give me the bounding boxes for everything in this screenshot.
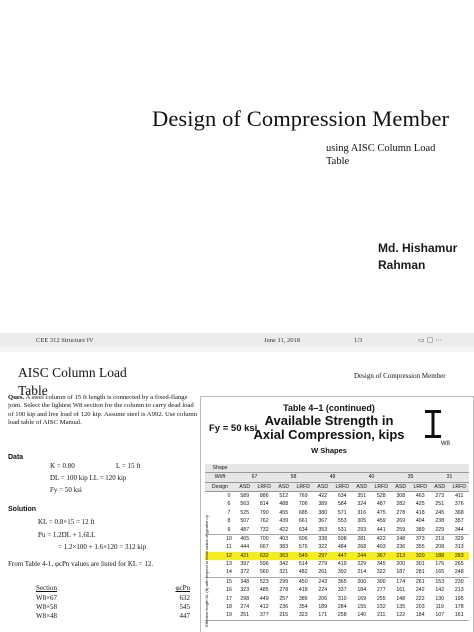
strength-value: 232	[376, 604, 386, 611]
strength-value: 422	[376, 535, 386, 542]
strength-value: 213	[396, 552, 406, 559]
strength-value: 475	[376, 509, 386, 516]
strength-value: 386	[298, 595, 308, 602]
weight-header: 58	[290, 474, 297, 481]
table-row	[205, 552, 469, 560]
table-subtitle: W Shapes	[311, 446, 347, 455]
table-row	[205, 501, 469, 509]
strength-value: 353	[318, 526, 328, 533]
strength-value: 449	[259, 595, 269, 602]
present-icon[interactable]: ▭	[418, 336, 427, 344]
row-label: Design	[211, 483, 229, 490]
strength-value: 367	[376, 552, 386, 559]
kl-value: 11	[226, 544, 232, 551]
strength-value: 523	[259, 578, 269, 585]
row-label: Shape	[212, 464, 228, 471]
more-icon[interactable]: ⋯	[435, 336, 445, 344]
strength-value: 403	[279, 535, 289, 542]
strength-value: 404	[415, 518, 425, 525]
table-row	[205, 560, 469, 568]
table-header	[10, 584, 192, 594]
strength-value: 397	[240, 561, 250, 568]
strength-value: 259	[396, 526, 406, 533]
side-label	[204, 515, 210, 625]
table-row	[205, 517, 469, 525]
strength-value: 277	[376, 587, 386, 594]
capacity-value: 447	[179, 612, 190, 620]
w-shape-icon	[423, 409, 443, 439]
table-row	[10, 612, 192, 621]
strength-value: 284	[337, 604, 347, 611]
footer-date: June 11, 2018	[264, 337, 301, 344]
strength-value: 200	[396, 561, 406, 568]
data-heading: Data	[8, 454, 24, 461]
strength-value: 368	[454, 509, 464, 516]
strength-value: 174	[396, 578, 406, 585]
strength-value: 310	[337, 595, 347, 602]
slide2-title	[18, 365, 198, 398]
strength-value: 762	[259, 518, 269, 525]
table-title	[249, 414, 409, 442]
footer-page: 1/3	[354, 337, 363, 344]
strength-value: 487	[376, 501, 386, 508]
capacity-value: 632	[179, 594, 190, 602]
method-header: ASD	[356, 483, 368, 490]
strength-value: 255	[376, 595, 386, 602]
kl-value: 13	[226, 561, 232, 568]
table-intro: From Table 4-1, φcPn values are listed for KL = 12.	[8, 560, 154, 568]
author-line: Md. Hishamur	[378, 241, 458, 255]
capacity-value: 545	[179, 603, 190, 611]
strength-value: 236	[396, 544, 406, 551]
strength-value: 596	[259, 561, 269, 568]
strength-value: 257	[279, 595, 289, 602]
strength-value: 215	[279, 612, 289, 619]
method-header: LRFD	[452, 483, 467, 490]
strength-value: 344	[454, 526, 464, 533]
strength-value: 161	[396, 587, 406, 594]
strength-value: 348	[240, 578, 250, 585]
strength-value: 790	[259, 509, 269, 516]
weight-row	[205, 473, 469, 482]
strength-value: 354	[298, 604, 308, 611]
strength-value: 313	[454, 544, 464, 551]
strength-value: 769	[298, 492, 308, 499]
strength-value: 357	[454, 518, 464, 525]
table-row	[205, 569, 469, 578]
strength-value: 323	[240, 587, 250, 594]
strength-value: 184	[357, 587, 367, 594]
kl-value: 6	[227, 501, 231, 508]
strength-value: 298	[240, 595, 250, 602]
strength-value: 251	[240, 612, 250, 619]
strength-value: 281	[415, 569, 425, 576]
strength-value: 482	[298, 569, 308, 576]
strength-value: 140	[357, 612, 367, 619]
kl-value: 16	[226, 587, 232, 594]
strength-value: 224	[318, 587, 328, 594]
strength-value: 206	[318, 595, 328, 602]
slide-title: Design of Compression Member	[152, 106, 450, 131]
strength-value: 563	[240, 501, 250, 508]
method-header: LRFD	[296, 483, 311, 490]
strength-value: 187	[396, 569, 406, 576]
row-label: Wt/ft	[214, 474, 226, 481]
strength-value: 444	[240, 544, 250, 551]
strength-grid	[205, 464, 469, 621]
strength-value: 419	[337, 561, 347, 568]
strength-value: 208	[435, 544, 445, 551]
data-fy: Fy = 50 ksi	[50, 486, 82, 494]
section-name: W8×58	[36, 603, 58, 611]
strength-value: 634	[298, 526, 308, 533]
strength-value: 700	[259, 535, 269, 542]
strength-value: 165	[435, 569, 445, 576]
kl-value: 9	[227, 526, 231, 533]
table-caption: Table 4–1 (continued)	[283, 403, 375, 413]
strength-value: 322	[376, 569, 386, 576]
strength-value: 484	[337, 544, 347, 551]
section-capacity-table	[10, 584, 192, 621]
strength-value: 281	[357, 535, 367, 542]
table-title-line: Axial Compression, kips	[253, 427, 405, 442]
strength-value: 320	[415, 552, 425, 559]
strength-value: 545	[298, 552, 308, 559]
strength-value: 488	[279, 501, 289, 508]
kl-value: 17	[226, 595, 232, 602]
strength-value: 316	[357, 509, 367, 516]
method-header: LRFD	[335, 483, 350, 490]
table-row	[205, 492, 469, 500]
table-row	[205, 595, 469, 603]
comment-icon[interactable]: ▢	[426, 336, 436, 344]
strength-value: 213	[454, 587, 464, 594]
solution-pu: Pu = 1.2DL + 1.6LL	[38, 531, 96, 539]
method-header: LRFD	[257, 483, 272, 490]
strength-value: 135	[396, 604, 406, 611]
kl-value: 18	[226, 604, 232, 611]
strength-value: 422	[279, 526, 289, 533]
strength-value: 188	[435, 552, 445, 559]
section-col-header: Section	[36, 584, 57, 592]
table-title-line: Available Strength in	[264, 413, 394, 428]
side-label-text: Effective length KL (ft) with respect to least radius of gyration ry	[204, 515, 209, 627]
subtitle-line: Table	[326, 156, 350, 167]
strength-value: 447	[337, 552, 347, 559]
strength-value: 372	[240, 569, 250, 576]
table-row	[205, 509, 469, 517]
strength-value: 214	[357, 569, 367, 576]
strength-value: 512	[279, 492, 289, 499]
kl-value: 8	[227, 518, 231, 525]
strength-value: 279	[318, 561, 328, 568]
strength-value: 363	[279, 552, 289, 559]
method-header: LRFD	[374, 483, 389, 490]
method-header: ASD	[239, 483, 251, 490]
strength-value: 200	[357, 578, 367, 585]
strength-value: 661	[298, 518, 308, 525]
strength-value: 308	[396, 492, 406, 499]
kl-value: 12	[226, 552, 232, 559]
strength-value: 373	[415, 535, 425, 542]
strength-value: 222	[415, 595, 425, 602]
strength-value: 528	[376, 492, 386, 499]
table-row	[205, 526, 469, 535]
kl-value: 14	[226, 569, 232, 576]
kl-value: 0	[227, 492, 231, 499]
weight-header: 35	[407, 474, 414, 481]
strength-value: 365	[337, 578, 347, 585]
strength-value: 265	[454, 561, 464, 568]
question-text: A steel column of 15 ft length is connected by a fixed-flange joint. Select the lightest W8 section for the column to carry dead load of 100 kip and live load of 120 kip. Assume steel is A992. Use column load table of AISC Manual.	[8, 394, 198, 426]
data-loads: DL = 100 kip LL = 120 kip	[50, 474, 127, 482]
strength-value: 251	[435, 501, 445, 508]
strength-value: 189	[318, 604, 328, 611]
strength-value: 229	[357, 561, 367, 568]
footer-course: CEE 312 Structure IV	[36, 337, 94, 344]
weight-header: 40	[368, 474, 375, 481]
table-row	[205, 612, 469, 621]
strength-value: 195	[454, 595, 464, 602]
strength-value: 525	[240, 509, 250, 516]
strength-value: 258	[337, 612, 347, 619]
method-header: ASD	[317, 483, 329, 490]
section-name: W8×67	[36, 594, 58, 602]
strength-value: 418	[298, 587, 308, 594]
strength-value: 242	[415, 587, 425, 594]
strength-value: 351	[357, 492, 367, 499]
strength-value: 589	[240, 492, 250, 499]
strength-value: 383	[279, 544, 289, 551]
slide-footer	[0, 333, 474, 347]
slide-subtitle	[326, 142, 466, 168]
strength-value: 376	[454, 501, 464, 508]
footer-icons	[418, 336, 444, 344]
question-label: Ques.	[8, 394, 25, 401]
weight-header: 48	[329, 474, 336, 481]
strength-value: 389	[318, 501, 328, 508]
strength-value: 685	[298, 509, 308, 516]
strength-value: 305	[357, 518, 367, 525]
strength-value: 321	[279, 569, 289, 576]
strength-value: 422	[318, 492, 328, 499]
aisc-table-4-1	[200, 396, 474, 632]
table-row	[205, 578, 469, 586]
strength-value: 667	[259, 544, 269, 551]
strength-value: 283	[454, 552, 464, 559]
strength-value: 487	[240, 526, 250, 533]
table-row	[205, 535, 469, 543]
strength-value: 155	[357, 604, 367, 611]
table-row	[205, 603, 469, 611]
table-row	[10, 603, 192, 612]
strength-value: 560	[259, 569, 269, 576]
strength-value: 142	[435, 587, 445, 594]
fy-label: Fy = 50 ksi	[209, 423, 258, 434]
strength-value: 245	[435, 509, 445, 516]
strength-value: 323	[298, 612, 308, 619]
author-line: Rahman	[378, 258, 426, 272]
capacity-col-header: φcPn	[175, 584, 190, 592]
design-row	[205, 483, 469, 492]
strength-value: 355	[415, 544, 425, 551]
strength-value: 380	[318, 509, 328, 516]
method-header: ASD	[395, 483, 407, 490]
strength-value: 229	[435, 526, 445, 533]
strength-value: 367	[318, 518, 328, 525]
weight-header: 67	[251, 474, 258, 481]
kl-value: 7	[227, 509, 231, 516]
strength-value: 300	[376, 578, 386, 585]
author-name	[378, 240, 468, 274]
strength-value: 269	[396, 518, 406, 525]
weight-header: 31	[446, 474, 453, 481]
title-line: AISC Column Load	[18, 365, 127, 380]
shape-row	[205, 464, 469, 473]
strength-value: 169	[357, 595, 367, 602]
strength-value: 345	[376, 561, 386, 568]
strength-value: 441	[376, 526, 386, 533]
strength-value: 122	[396, 612, 406, 619]
strength-value: 282	[396, 501, 406, 508]
strength-value: 576	[298, 544, 308, 551]
strength-value: 299	[279, 578, 289, 585]
slide2-header-right: Design of Compression Member	[354, 372, 446, 380]
strength-value: 450	[298, 578, 308, 585]
strength-value: 238	[435, 518, 445, 525]
method-header: ASD	[278, 483, 290, 490]
strength-value: 248	[454, 569, 464, 576]
subtitle-line: using AISC Column Load	[326, 143, 436, 154]
strength-value: 261	[318, 569, 328, 576]
strength-value: 485	[259, 587, 269, 594]
strength-value: 329	[454, 535, 464, 542]
strength-value: 514	[298, 561, 308, 568]
strength-value: 230	[454, 578, 464, 585]
strength-value: 184	[415, 612, 425, 619]
strength-value: 148	[396, 595, 406, 602]
strength-value: 274	[240, 604, 250, 611]
strength-value: 293	[357, 526, 367, 533]
strength-value: 219	[435, 535, 445, 542]
strength-value: 389	[415, 526, 425, 533]
strength-value: 324	[357, 501, 367, 508]
strength-value: 243	[318, 578, 328, 585]
data-k: K = 0.80	[50, 462, 75, 470]
strength-value: 130	[435, 595, 445, 602]
strength-value: 278	[396, 509, 406, 516]
strength-value: 392	[337, 569, 347, 576]
strength-value: 338	[318, 535, 328, 542]
strength-value: 463	[415, 492, 425, 499]
strength-value: 571	[337, 509, 347, 516]
strength-value: 814	[259, 501, 269, 508]
strength-value: 176	[435, 561, 445, 568]
method-header: ASD	[434, 483, 446, 490]
question-block	[8, 394, 198, 427]
shape-label: W8	[441, 441, 450, 447]
strength-value: 584	[337, 501, 347, 508]
strength-value: 119	[435, 604, 444, 611]
strength-value: 278	[279, 587, 289, 594]
solution-kl: KL = 0.8×15 = 12 ft	[38, 518, 95, 526]
strength-value: 886	[259, 492, 269, 499]
strength-value: 301	[415, 561, 425, 568]
kl-value: 10	[226, 535, 232, 542]
strength-value: 531	[337, 526, 347, 533]
strength-value: 508	[337, 535, 347, 542]
table-row	[10, 594, 192, 603]
title-line: Table	[18, 383, 48, 398]
method-header: LRFD	[413, 483, 428, 490]
strength-value: 203	[415, 604, 425, 611]
strength-value: 634	[337, 492, 347, 499]
strength-value: 706	[298, 501, 308, 508]
strength-value: 411	[455, 492, 464, 499]
table-row	[205, 586, 469, 594]
strength-value: 244	[357, 552, 367, 559]
strength-value: 248	[396, 535, 406, 542]
strength-value: 171	[318, 612, 328, 619]
strength-value: 418	[415, 509, 425, 516]
strength-value: 553	[337, 518, 347, 525]
kl-value: 19	[226, 612, 232, 619]
strength-value: 632	[259, 552, 269, 559]
strength-value: 107	[435, 612, 445, 619]
strength-value: 342	[279, 561, 289, 568]
strength-value: 153	[435, 578, 445, 585]
strength-value: 337	[337, 587, 347, 594]
strength-value: 606	[298, 535, 308, 542]
strength-value: 297	[318, 552, 328, 559]
strength-value: 161	[454, 612, 464, 619]
strength-value: 421	[240, 552, 250, 559]
strength-value: 455	[279, 509, 289, 516]
strength-value: 465	[240, 535, 250, 542]
table-row	[205, 544, 469, 552]
content-slide	[0, 352, 474, 632]
strength-value: 268	[357, 544, 367, 551]
strength-value: 459	[376, 518, 386, 525]
strength-value: 732	[259, 526, 269, 533]
strength-value: 507	[240, 518, 250, 525]
strength-value: 211	[377, 612, 386, 619]
strength-value: 425	[415, 501, 425, 508]
strength-value: 178	[454, 604, 464, 611]
strength-value: 236	[279, 604, 289, 611]
section-name: W8×48	[36, 612, 58, 620]
strength-value: 273	[435, 492, 445, 499]
strength-value: 403	[376, 544, 386, 551]
strength-value: 377	[259, 612, 269, 619]
strength-value: 412	[259, 604, 269, 611]
strength-value: 261	[415, 578, 425, 585]
solution-heading: Solution	[8, 506, 36, 513]
solution-pu-value: = 1.2×100 + 1.6×120 = 312 kip	[58, 543, 147, 551]
strength-value: 439	[279, 518, 289, 525]
data-l: L = 15 ft	[116, 462, 141, 470]
kl-value: 15	[226, 578, 232, 585]
strength-value: 322	[318, 544, 328, 551]
